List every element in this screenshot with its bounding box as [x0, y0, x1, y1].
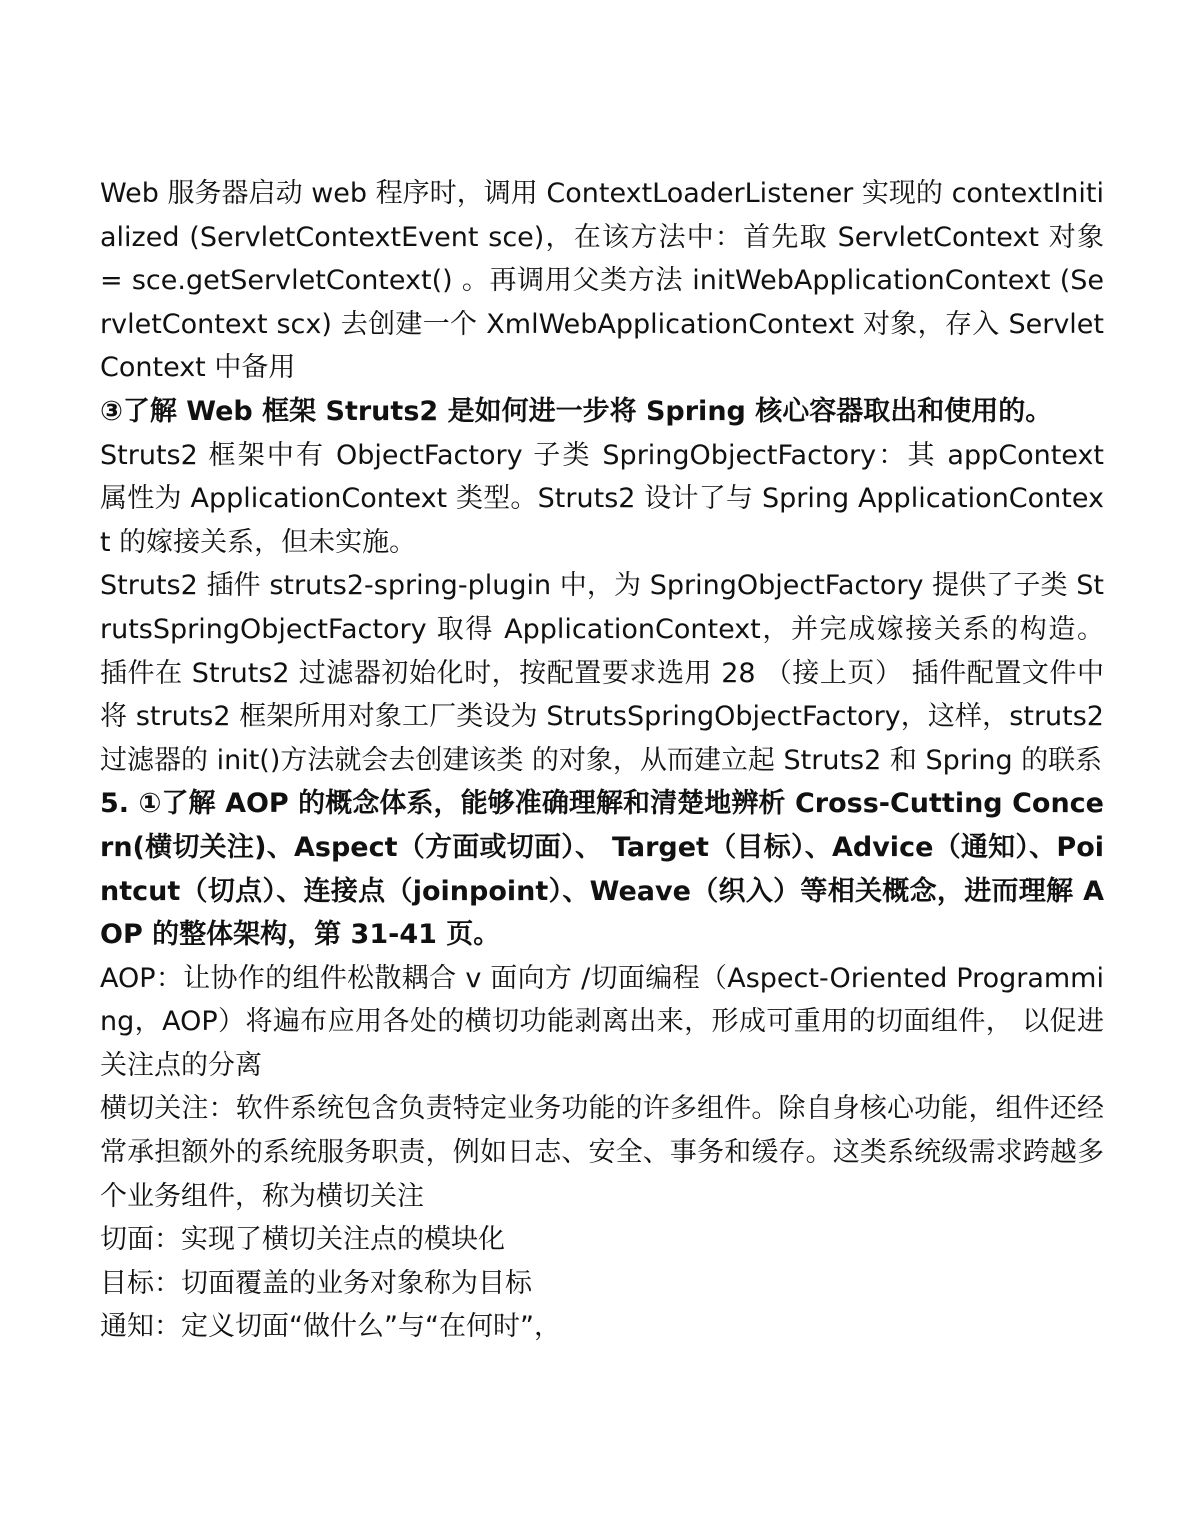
heading-aop-concepts: 5. ①了解 AOP 的概念体系，能够准确理解和清楚地辨析 Cross-Cutting Concern(横切关注)、Aspect（方面或切面）、 Target（目标）、Advice（通知）、Pointcut（切点）、连接点（joinpoint）、Weave（织入）等相关概念，进而理解 AOP 的整体架构，第 31-41 页。	[100, 788, 1104, 951]
heading-struts2-spring: ③了解 Web 框架 Struts2 是如何进一步将 Spring 核心容器取出和使用的。	[100, 395, 1053, 427]
paragraph-context-loader: Web 服务器启动 web 程序时，调用 ContextLoaderListener 实现的 contextInitialized (ServletContextEvent sce)，在该方法中：首先取 ServletContext 对象 = sce.getServletContext() 。再调用父类方法 initWebApplicationContext (ServletContext scx) 去创建一个 XmlWebApplicationContext 对象，存入 ServletContext 中备用	[100, 178, 1104, 384]
paragraph-cross-cutting: 横切关注：软件系统包含负责特定业务功能的许多组件。除自身核心功能，组件还经常承担额外的系统服务职责，例如日志、安全、事务和缓存。这类系统级需求跨越多个业务组件，称为横切关注	[100, 1093, 1104, 1212]
paragraph-spring-plugin: Struts2 插件 struts2-spring-plugin 中，为 SpringObjectFactory 提供了子类 StrutsSpringObjectFactory 取得 ApplicationContext，并完成嫁接关系的构造。插件在 Struts2 过滤器初始化时，按配置要求选用 28 （接上页） 插件配置文件中将 struts2 框架所用对象工厂类设为 StrutsSpringObjectFactory，这样，struts2 过滤器的 init()方法就会去创建该类 的对象，从而建立起 Struts2 和 Spring 的联系	[100, 570, 1104, 776]
paragraph-aop-definition: AOP：让协作的组件松散耦合 v 面向方 /切面编程（Aspect-Oriented Programming，AOP）将遍布应用各处的横切功能剥离出来，形成可重用的切面组件， 以促进关注点的分离	[100, 962, 1104, 1081]
paragraph-aspect: 切面：实现了横切关注点的模块化	[100, 1224, 505, 1256]
paragraph-object-factory: Struts2 框架中有 ObjectFactory 子类 SpringObjectFactory：其 appContext 属性为 ApplicationContext 类型。Struts2 设计了与 Spring ApplicationContext 的嫁接关系，但未实施。	[100, 439, 1104, 558]
paragraph-target: 目标：切面覆盖的业务对象称为目标	[100, 1267, 532, 1299]
document-page	[100, 172, 1104, 1349]
paragraph-advice: 通知：定义切面“做什么”与“在何时”，	[100, 1311, 561, 1343]
